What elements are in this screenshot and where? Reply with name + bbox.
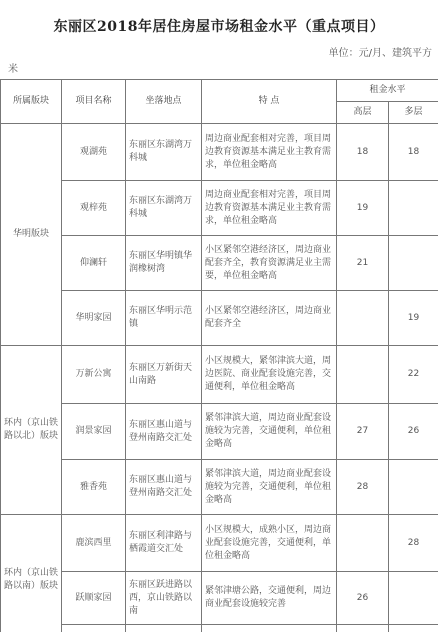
project-location: 东丽区华明镇华润橡树湾 [126,236,202,291]
project-name: 观湖苑 [62,124,126,181]
unit-note-tail: 米 [8,64,18,75]
header-location: 坐落地点 [126,80,202,124]
rent-multi: 26 [389,404,438,460]
project-name: 润景家园 [62,404,126,460]
project-location: 东丽区惠山道与登州南路交汇处 [126,404,202,460]
rent-multi [389,236,438,291]
unit-note: 单位：元/月、建筑平方 [328,48,432,59]
rent-table [0,79,438,632]
table-row [1,236,438,291]
project-location: 东丽区跃进路以西，京山铁路以南 [126,572,202,625]
project-location: 东丽区东湖湾万科城 [126,181,202,236]
project-name: 华明家园 [62,291,126,346]
header-features: 特 点 [202,80,337,124]
project-features: 周边商业配套相对完善，项目周边教育资源基本满足业主教育需求，单位租金略高 [202,124,337,181]
project-name: 跃顺家园 [62,572,126,625]
project-features: 紧邻津滨大道，周边商业配套设施较为完善，交通便利，单位租金略高 [202,404,337,460]
project-features: 小区规模大，成熟小区，周边商业配套设施完善，交通便利，单位租金略高 [202,515,337,572]
project-location: 东丽区利津路与栖霞道交汇处 [126,515,202,572]
project-location: 东丽区万新街天山南路 [126,346,202,404]
project-name: 万新公寓 [62,346,126,404]
table-row [1,124,438,181]
project-features: 小区紧邻空港经济区，周边商业配套齐全 [202,291,337,346]
header-rent: 租金水平 [337,80,438,102]
table-row [1,404,438,460]
table-row [1,291,438,346]
project-location: 东丽区华明示范镇 [126,291,202,346]
table-row-partial [1,625,438,632]
document-title: 东丽区2018年居住房屋市场租金水平（重点项目） [53,19,385,35]
section-cell: 华明版块 [1,124,62,346]
rent-high [337,346,389,404]
rent-high: 27 [337,404,389,460]
table-row [1,346,438,404]
project-features: 小区规模大，紧邻津滨大道，周边医院、商业配套设施完善，交通便利，单位租金略高 [202,346,337,404]
table-row [1,572,438,625]
rent-high [337,515,389,572]
rent-multi [389,181,438,236]
rent-multi: 28 [389,515,438,572]
table-header-row [1,80,438,102]
rent-high: 21 [337,236,389,291]
project-name: 鹿滨西里 [62,515,126,572]
rent-multi [389,460,438,515]
rent-high: 28 [337,460,389,515]
rent-multi [389,572,438,625]
project-name: 仰澜轩 [62,236,126,291]
section-cell: 环内（京山铁路以南）版块 [1,515,62,632]
project-name: 观梓苑 [62,181,126,236]
project-name: 雅香苑 [62,460,126,515]
project-features: 紧邻津滨大道，周边商业配套设施较为完善，交通便利，单位租金略高 [202,460,337,515]
project-features: 周边商业配套相对完善，项目周边教育资源基本满足业主教育需求，单位租金略高 [202,181,337,236]
header-name: 项目名称 [62,80,126,124]
project-features: 紧邻津塘公路，交通便利，周边商业配套设施较完善 [202,572,337,625]
rent-multi: 18 [389,124,438,181]
project-location: 东丽区惠山道与登州南路交汇处 [126,460,202,515]
header-high: 高层 [337,102,389,124]
header-section: 所属版块 [1,80,62,124]
project-location: 东丽区东湖湾万科城 [126,124,202,181]
rent-multi: 22 [389,346,438,404]
rent-high: 26 [337,572,389,625]
section-cell: 环内（京山铁路以北）版块 [1,346,62,515]
table-row [1,460,438,515]
rent-high [337,291,389,346]
rent-high: 18 [337,124,389,181]
table-row [1,181,438,236]
header-multi: 多层 [389,102,438,124]
table-row [1,515,438,572]
rent-high: 19 [337,181,389,236]
project-features: 小区紧邻空港经济区，周边商业配套齐全，教育资源满足业主需要，单位租金略高 [202,236,337,291]
rent-multi: 19 [389,291,438,346]
